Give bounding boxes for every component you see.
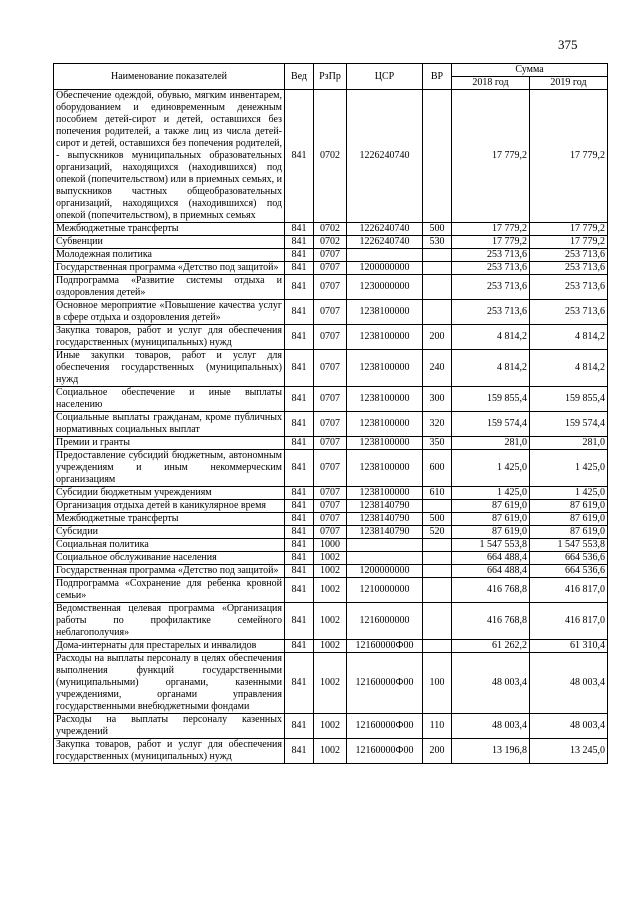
row-amount-2018: 48 003,4 <box>452 714 530 739</box>
row-csr: 1226240740 <box>347 223 423 236</box>
row-csr: 1230000000 <box>347 275 423 300</box>
row-amount-2019: 48 003,4 <box>530 714 608 739</box>
row-rzpr: 1002 <box>314 578 347 603</box>
row-rzpr: 0707 <box>314 262 347 275</box>
table-row <box>54 565 608 578</box>
row-name: Государственная программа «Детство под защитой» <box>54 262 285 275</box>
row-rzpr: 0707 <box>314 500 347 513</box>
row-name: Молодежная политика <box>54 249 285 262</box>
row-amount-2018: 87 619,0 <box>452 513 530 526</box>
row-amount-2019: 159 855,4 <box>530 387 608 412</box>
row-name: Межбюджетные трансферты <box>54 513 285 526</box>
row-amount-2018: 253 713,6 <box>452 262 530 275</box>
header-2018: 2018 год <box>452 77 530 90</box>
row-name: Организация отдыха детей в каникулярное время <box>54 500 285 513</box>
row-ved: 841 <box>285 325 314 350</box>
row-ved: 841 <box>285 603 314 640</box>
row-name: Социальные выплаты гражданам, кроме публичных нормативных социальных выплат <box>54 412 285 437</box>
row-rzpr: 0707 <box>314 437 347 450</box>
row-amount-2019: 664 536,6 <box>530 552 608 565</box>
row-amount-2018: 664 488,4 <box>452 552 530 565</box>
row-rzpr: 0702 <box>314 90 347 223</box>
row-name: Государственная программа «Детство под защитой» <box>54 565 285 578</box>
row-ved: 841 <box>285 300 314 325</box>
row-ved: 841 <box>285 500 314 513</box>
row-csr: 1238100000 <box>347 437 423 450</box>
row-amount-2019: 61 310,4 <box>530 640 608 653</box>
header-rzpr: РзПр <box>314 64 347 90</box>
row-vr: 100 <box>423 653 452 714</box>
row-csr: 1238100000 <box>347 387 423 412</box>
row-ved: 841 <box>285 275 314 300</box>
row-amount-2018: 4 814,2 <box>452 350 530 387</box>
row-amount-2018: 416 768,8 <box>452 603 530 640</box>
row-csr: 1238100000 <box>347 325 423 350</box>
row-name: Межбюджетные трансферты <box>54 223 285 236</box>
row-rzpr: 0707 <box>314 350 347 387</box>
row-csr: 1238100000 <box>347 300 423 325</box>
row-rzpr: 1002 <box>314 603 347 640</box>
table-row <box>54 487 608 500</box>
row-vr <box>423 500 452 513</box>
row-rzpr: 0707 <box>314 325 347 350</box>
row-amount-2019: 1 547 553,8 <box>530 539 608 552</box>
row-rzpr: 1002 <box>314 552 347 565</box>
row-rzpr: 0707 <box>314 412 347 437</box>
row-vr: 300 <box>423 387 452 412</box>
table-row <box>54 275 608 300</box>
row-csr: 12160000Ф00 <box>347 714 423 739</box>
row-name: Закупка товаров, работ и услуг для обеспечения государственных (муниципальных) нужд <box>54 325 285 350</box>
row-amount-2018: 1 547 553,8 <box>452 539 530 552</box>
row-vr: 610 <box>423 487 452 500</box>
row-rzpr: 1002 <box>314 714 347 739</box>
row-name: Социальное обеспечение и иные выплаты населению <box>54 387 285 412</box>
row-ved: 841 <box>285 640 314 653</box>
row-csr: 12160000Ф00 <box>347 739 423 764</box>
row-vr <box>423 640 452 653</box>
row-amount-2018: 48 003,4 <box>452 653 530 714</box>
row-vr <box>423 578 452 603</box>
row-vr: 240 <box>423 350 452 387</box>
row-csr: 1210000000 <box>347 578 423 603</box>
table-row <box>54 412 608 437</box>
row-vr: 500 <box>423 513 452 526</box>
row-amount-2018: 253 713,6 <box>452 275 530 300</box>
row-amount-2019: 1 425,0 <box>530 450 608 487</box>
row-amount-2019: 1 425,0 <box>530 487 608 500</box>
row-amount-2018: 664 488,4 <box>452 565 530 578</box>
row-amount-2018: 61 262,2 <box>452 640 530 653</box>
row-vr <box>423 249 452 262</box>
row-csr: 12160000Ф00 <box>347 640 423 653</box>
row-amount-2018: 87 619,0 <box>452 500 530 513</box>
row-amount-2018: 159 855,4 <box>452 387 530 412</box>
row-csr: 1238100000 <box>347 487 423 500</box>
row-amount-2019: 87 619,0 <box>530 513 608 526</box>
row-vr <box>423 300 452 325</box>
row-vr <box>423 552 452 565</box>
row-name: Закупка товаров, работ и услуг для обеспечения государственных (муниципальных) нужд <box>54 739 285 764</box>
row-name: Подпрограмма «Развитие системы отдыха и оздоровления детей» <box>54 275 285 300</box>
header-csr: ЦСР <box>347 64 423 90</box>
row-ved: 841 <box>285 526 314 539</box>
row-rzpr: 0707 <box>314 387 347 412</box>
row-rzpr: 0707 <box>314 513 347 526</box>
row-vr: 520 <box>423 526 452 539</box>
row-amount-2019: 17 779,2 <box>530 90 608 223</box>
row-amount-2018: 13 196,8 <box>452 739 530 764</box>
row-ved: 841 <box>285 223 314 236</box>
header-sum: Сумма <box>452 64 608 77</box>
row-amount-2019: 253 713,6 <box>530 300 608 325</box>
row-csr: 1238100000 <box>347 450 423 487</box>
table-row <box>54 640 608 653</box>
table-row <box>54 387 608 412</box>
row-csr: 12160000Ф00 <box>347 653 423 714</box>
row-csr <box>347 249 423 262</box>
row-csr: 1226240740 <box>347 236 423 249</box>
row-amount-2018: 1 425,0 <box>452 487 530 500</box>
row-rzpr: 1000 <box>314 539 347 552</box>
row-ved: 841 <box>285 653 314 714</box>
header-ved: Вед <box>285 64 314 90</box>
row-name: Премии и гранты <box>54 437 285 450</box>
row-csr: 1226240740 <box>347 90 423 223</box>
row-csr: 1238140790 <box>347 526 423 539</box>
row-rzpr: 1002 <box>314 739 347 764</box>
row-amount-2018: 281,0 <box>452 437 530 450</box>
row-amount-2019: 48 003,4 <box>530 653 608 714</box>
table-row <box>54 552 608 565</box>
row-amount-2019: 416 817,0 <box>530 578 608 603</box>
table-row <box>54 578 608 603</box>
row-ved: 841 <box>285 487 314 500</box>
row-rzpr: 1002 <box>314 653 347 714</box>
row-amount-2019: 87 619,0 <box>530 500 608 513</box>
row-name: Обеспечение одеждой, обувью, мягким инвентарем, оборудованием и единовременным денежным пособием детей-сирот и детей, оставшихся без попечения родителей, а также лиц из числа детей-сирот и детей, оставшихся без попечения родителей, - выпускников муниципальных образовательных организаций, находящихся (находившихся) под опекой (попечительством) или в приемных семьях, и выпускников частных общеобразовательных организаций, находящихся (находившихся) под опекой (попечительством), в приемных семьях <box>54 90 285 223</box>
row-name: Расходы на выплаты персоналу в целях обеспечения выполнения функций государственными (муниципальными) органами, казенными учреждениями, органами управления государственными внебюджетными фондами <box>54 653 285 714</box>
row-amount-2019: 17 779,2 <box>530 236 608 249</box>
row-amount-2019: 87 619,0 <box>530 526 608 539</box>
row-rzpr: 0707 <box>314 487 347 500</box>
row-ved: 841 <box>285 513 314 526</box>
table-row <box>54 513 608 526</box>
table-row <box>54 236 608 249</box>
row-name: Субсидии <box>54 526 285 539</box>
row-ved: 841 <box>285 437 314 450</box>
table-row <box>54 437 608 450</box>
row-amount-2018: 17 779,2 <box>452 236 530 249</box>
row-ved: 841 <box>285 552 314 565</box>
row-vr <box>423 262 452 275</box>
row-name: Подпрограмма «Сохранение для ребенка кровной семьи» <box>54 578 285 603</box>
row-amount-2018: 416 768,8 <box>452 578 530 603</box>
row-amount-2019: 13 245,0 <box>530 739 608 764</box>
row-ved: 841 <box>285 387 314 412</box>
row-vr: 500 <box>423 223 452 236</box>
table-row <box>54 262 608 275</box>
row-csr: 1238100000 <box>347 412 423 437</box>
row-ved: 841 <box>285 578 314 603</box>
row-amount-2019: 664 536,6 <box>530 565 608 578</box>
table-row <box>54 249 608 262</box>
row-ved: 841 <box>285 90 314 223</box>
table-row <box>54 325 608 350</box>
row-ved: 841 <box>285 236 314 249</box>
row-name: Ведомственная целевая программа «Организация работы по профилактике семейного неблагополучия» <box>54 603 285 640</box>
row-rzpr: 1002 <box>314 565 347 578</box>
row-amount-2019: 416 817,0 <box>530 603 608 640</box>
row-csr: 1238140790 <box>347 500 423 513</box>
row-amount-2019: 4 814,2 <box>530 350 608 387</box>
row-rzpr: 1002 <box>314 640 347 653</box>
row-rzpr: 0707 <box>314 450 347 487</box>
row-vr: 350 <box>423 437 452 450</box>
row-name: Субсидии бюджетным учреждениям <box>54 487 285 500</box>
table-row <box>54 653 608 714</box>
row-amount-2018: 4 814,2 <box>452 325 530 350</box>
row-name: Предоставление субсидий бюджетным, автономным учреждениям и иным некоммерческим организациям <box>54 450 285 487</box>
table-row <box>54 450 608 487</box>
row-csr <box>347 552 423 565</box>
budget-table <box>53 63 608 764</box>
row-ved: 841 <box>285 450 314 487</box>
row-csr: 1200000000 <box>347 565 423 578</box>
header-name: Наименование показателей <box>54 64 285 90</box>
row-amount-2018: 1 425,0 <box>452 450 530 487</box>
row-amount-2019: 253 713,6 <box>530 249 608 262</box>
row-vr: 320 <box>423 412 452 437</box>
row-vr <box>423 565 452 578</box>
row-name: Основное мероприятие «Повышение качества услуг в сфере отдыха и оздоровления детей» <box>54 300 285 325</box>
table-row <box>54 526 608 539</box>
page-number: 375 <box>558 37 578 52</box>
row-amount-2018: 17 779,2 <box>452 223 530 236</box>
table-row <box>54 90 608 223</box>
row-vr: 530 <box>423 236 452 249</box>
row-rzpr: 0707 <box>314 300 347 325</box>
table-row <box>54 223 608 236</box>
row-rzpr: 0702 <box>314 236 347 249</box>
row-amount-2019: 159 574,4 <box>530 412 608 437</box>
row-amount-2018: 253 713,6 <box>452 249 530 262</box>
row-amount-2019: 281,0 <box>530 437 608 450</box>
row-vr <box>423 90 452 223</box>
row-vr: 200 <box>423 325 452 350</box>
row-ved: 841 <box>285 739 314 764</box>
row-vr: 600 <box>423 450 452 487</box>
row-rzpr: 0707 <box>314 275 347 300</box>
row-vr <box>423 539 452 552</box>
row-amount-2018: 87 619,0 <box>452 526 530 539</box>
row-name: Дома-интернаты для престарелых и инвалидов <box>54 640 285 653</box>
row-name: Социальная политика <box>54 539 285 552</box>
table-row <box>54 603 608 640</box>
row-amount-2018: 253 713,6 <box>452 300 530 325</box>
table-row <box>54 300 608 325</box>
row-csr <box>347 539 423 552</box>
row-vr: 200 <box>423 739 452 764</box>
row-name: Социальное обслуживание населения <box>54 552 285 565</box>
header-vr: ВР <box>423 64 452 90</box>
row-ved: 841 <box>285 714 314 739</box>
row-ved: 841 <box>285 350 314 387</box>
row-amount-2019: 4 814,2 <box>530 325 608 350</box>
row-name: Субвенции <box>54 236 285 249</box>
row-csr: 1238100000 <box>347 350 423 387</box>
row-amount-2018: 17 779,2 <box>452 90 530 223</box>
table-row <box>54 500 608 513</box>
row-amount-2018: 159 574,4 <box>452 412 530 437</box>
table-row <box>54 714 608 739</box>
row-vr: 110 <box>423 714 452 739</box>
row-csr: 1200000000 <box>347 262 423 275</box>
table-row <box>54 539 608 552</box>
row-rzpr: 0702 <box>314 223 347 236</box>
header-2019: 2019 год <box>530 77 608 90</box>
row-ved: 841 <box>285 539 314 552</box>
table-body <box>54 90 608 764</box>
row-amount-2019: 253 713,6 <box>530 262 608 275</box>
row-ved: 841 <box>285 565 314 578</box>
row-ved: 841 <box>285 262 314 275</box>
row-rzpr: 0707 <box>314 526 347 539</box>
row-csr: 1216000000 <box>347 603 423 640</box>
table-row <box>54 739 608 764</box>
row-name: Расходы на выплаты персоналу казенных учреждений <box>54 714 285 739</box>
row-rzpr: 0707 <box>314 249 347 262</box>
row-ved: 841 <box>285 412 314 437</box>
row-name: Иные закупки товаров, работ и услуг для обеспечения государственных (муниципальных) нужд <box>54 350 285 387</box>
row-amount-2019: 253 713,6 <box>530 275 608 300</box>
row-csr: 1238140790 <box>347 513 423 526</box>
row-amount-2019: 17 779,2 <box>530 223 608 236</box>
row-vr <box>423 275 452 300</box>
row-ved: 841 <box>285 249 314 262</box>
row-vr <box>423 603 452 640</box>
table-row <box>54 350 608 387</box>
